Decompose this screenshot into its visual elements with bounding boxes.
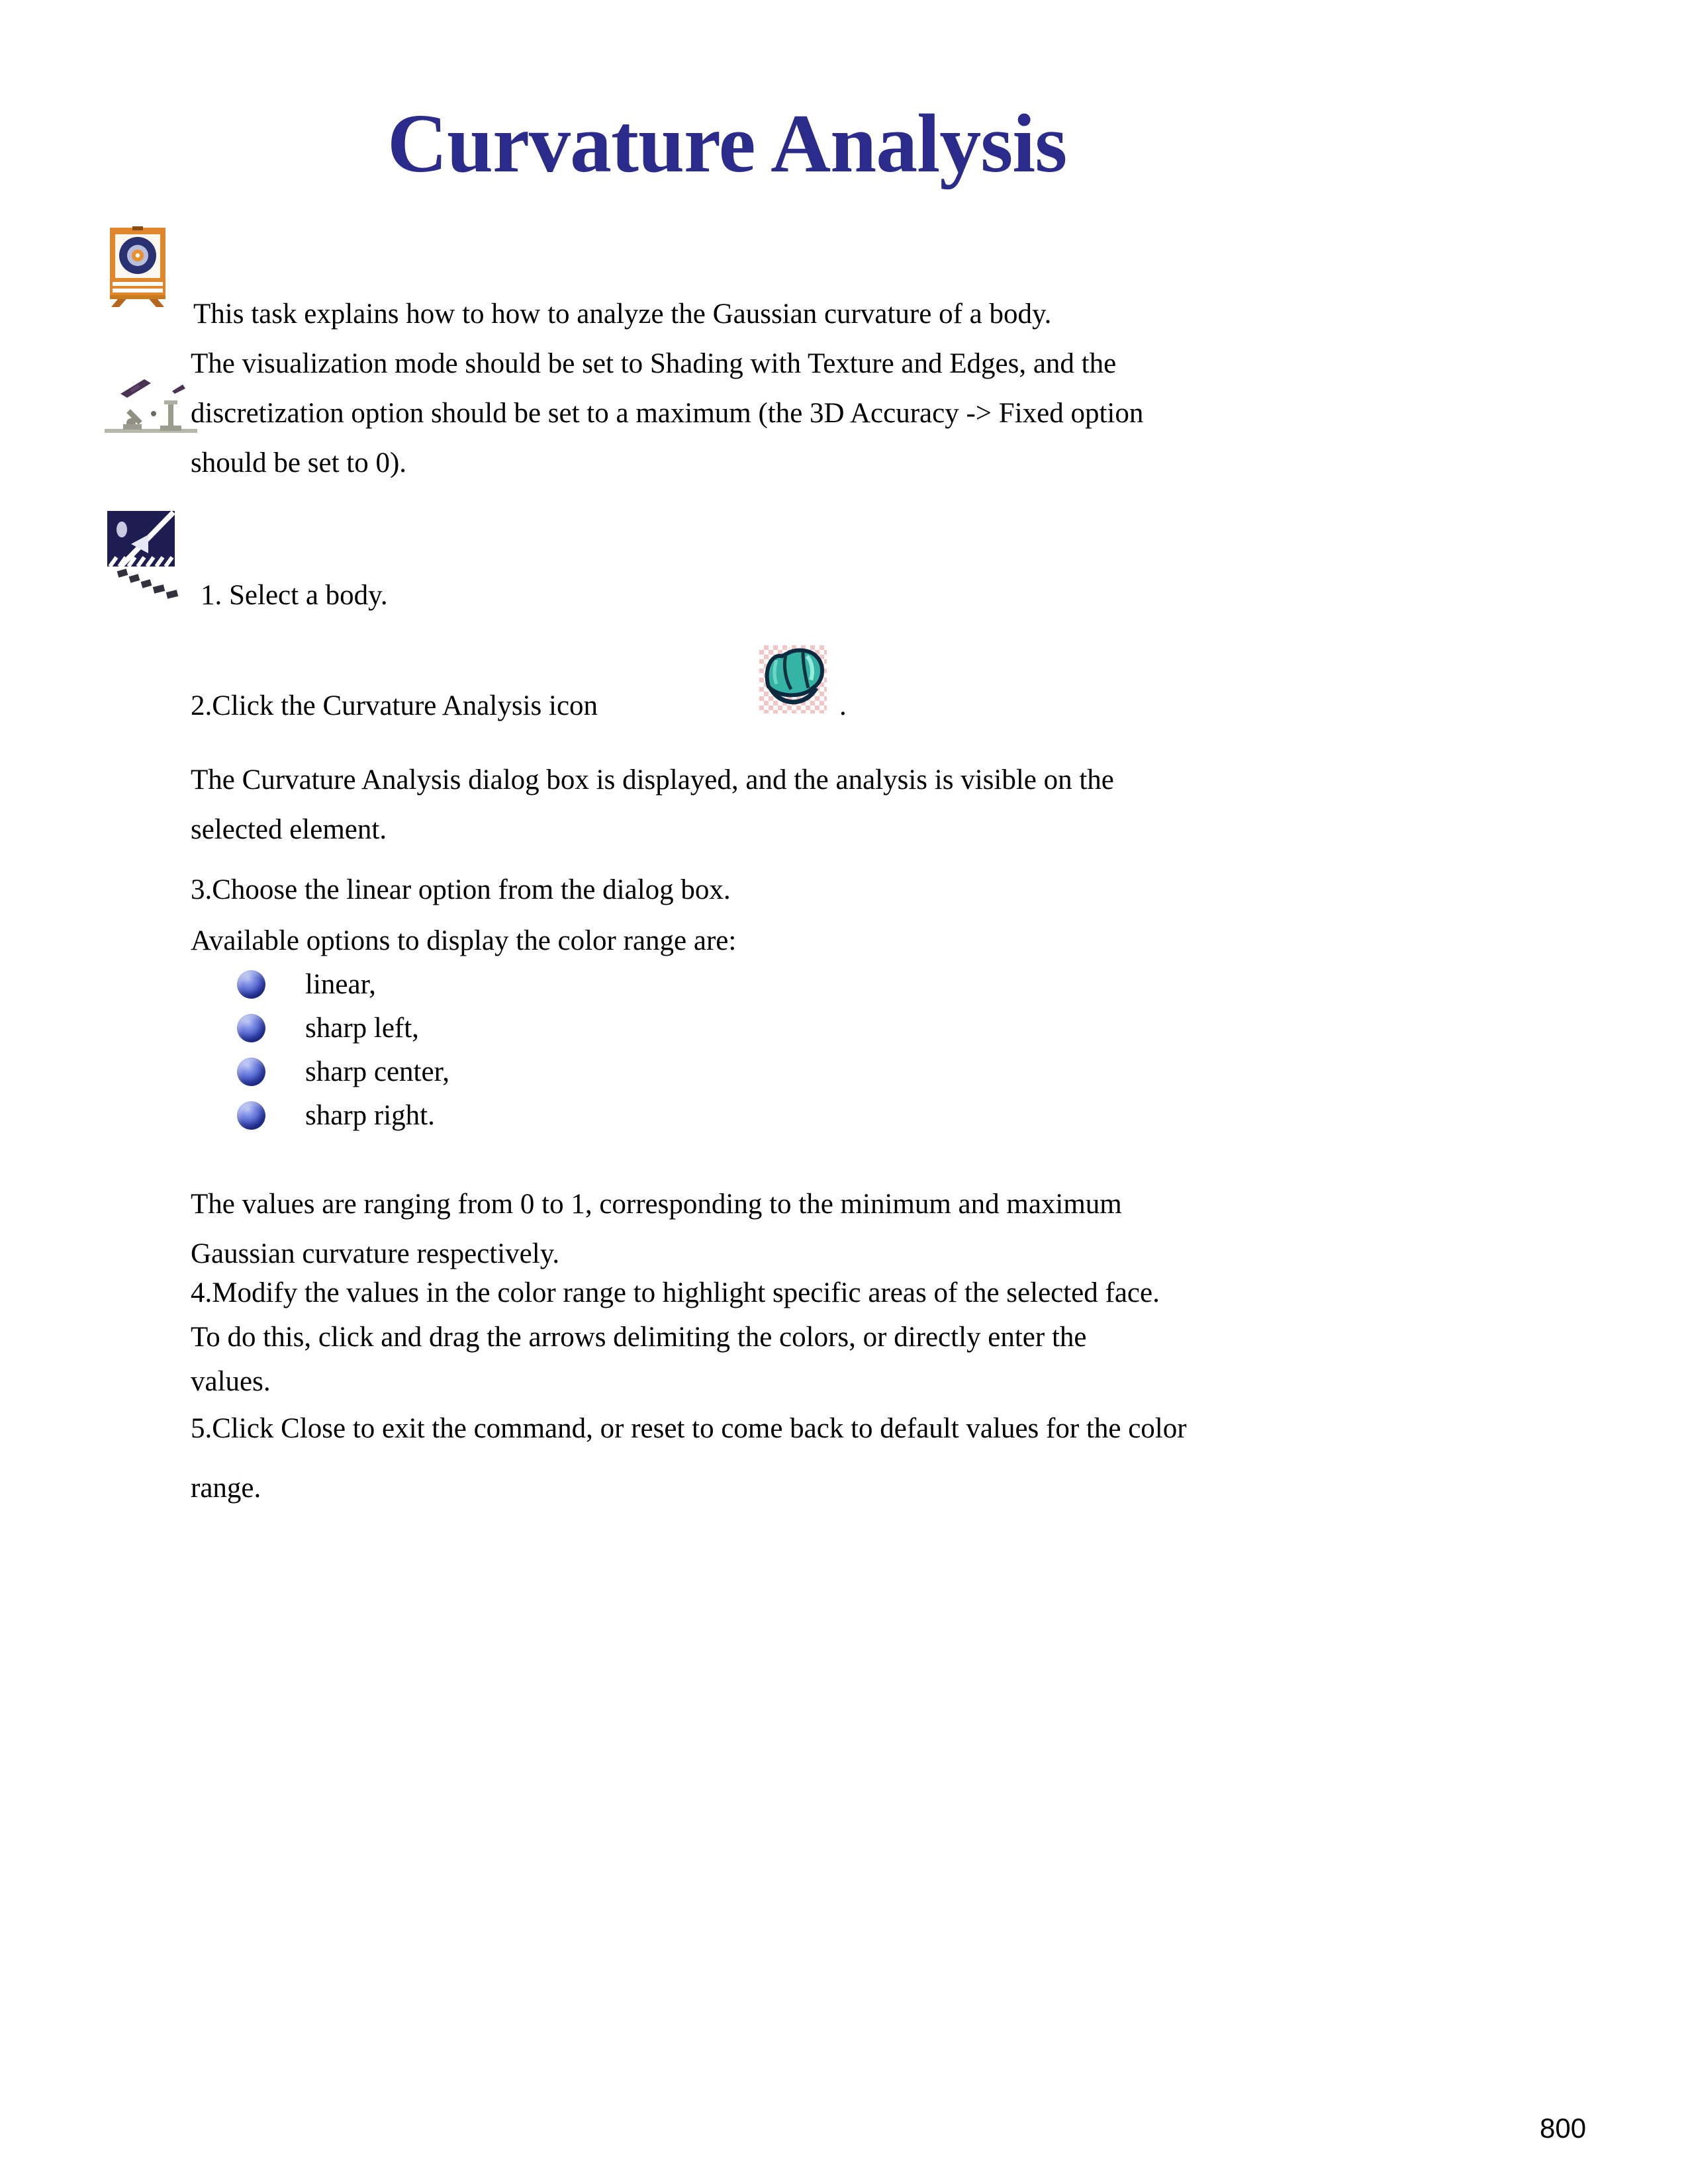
select-body-icon [105, 510, 192, 600]
step-1-text: 1. Select a body. [201, 580, 388, 611]
sphere-bullet-icon [237, 1014, 265, 1042]
range-note-paragraph: The values are ranging from 0 to 1, corresponding to the minimum and maximum Gaussian curvature respectively. [191, 1189, 1122, 1269]
sphere-bullet-icon [237, 1058, 265, 1086]
page-number: 800 [1540, 2113, 1587, 2144]
curvature-analysis-icon [759, 645, 827, 713]
scenario-icon-art [99, 366, 205, 437]
step-2-result-paragraph: The Curvature Analysis dialog box is displayed, and the analysis is visible on the selected element. [191, 764, 1114, 845]
step-2-period: . [839, 690, 847, 721]
list-item [237, 1011, 419, 1044]
options-intro-text: Available options to display the color range are: [191, 925, 737, 956]
list-item [237, 968, 376, 1001]
sphere-bullet-icon [237, 1101, 265, 1130]
step-5-text: 5.Click Close to exit the command, or reset to come back to default values for the color [191, 1413, 1187, 1444]
sphere-bullet-icon [237, 970, 265, 999]
list-item [237, 1055, 449, 1088]
page-title: Curvature Analysis [387, 98, 1067, 190]
option-label: sharp center, [305, 1056, 449, 1087]
intro-task-text: This task explains how to how to analyze the Gaussian curvature of a body. [193, 298, 1052, 330]
option-label: sharp right. [305, 1099, 435, 1131]
step-4-paragraph: 4.Modify the values in the color range to highlight specific areas of the selected face. To do this, click and drag the arrows delimiting the colors, or directly enter the values. [191, 1277, 1160, 1397]
option-label: linear, [305, 968, 376, 1000]
select-body-icon-art [105, 510, 192, 600]
target-icon-art [101, 226, 175, 308]
step-2-text: 2.Click the Curvature Analysis icon [191, 690, 598, 721]
target-icon [101, 226, 175, 308]
curvature-analysis-icon-art [759, 645, 827, 713]
step-3-text: 3.Choose the linear option from the dialog box. [191, 874, 731, 905]
option-label: sharp left, [305, 1012, 419, 1044]
scenario-icon [99, 366, 205, 437]
list-item [237, 1099, 435, 1132]
intro-setup-paragraph: The visualization mode should be set to Shading with Texture and Edges, and the discretization option should be set to a maximum (the 3D Accuracy -> Fixed option should be set to 0). [191, 348, 1144, 478]
step-5-text-continued: range. [191, 1473, 261, 1504]
